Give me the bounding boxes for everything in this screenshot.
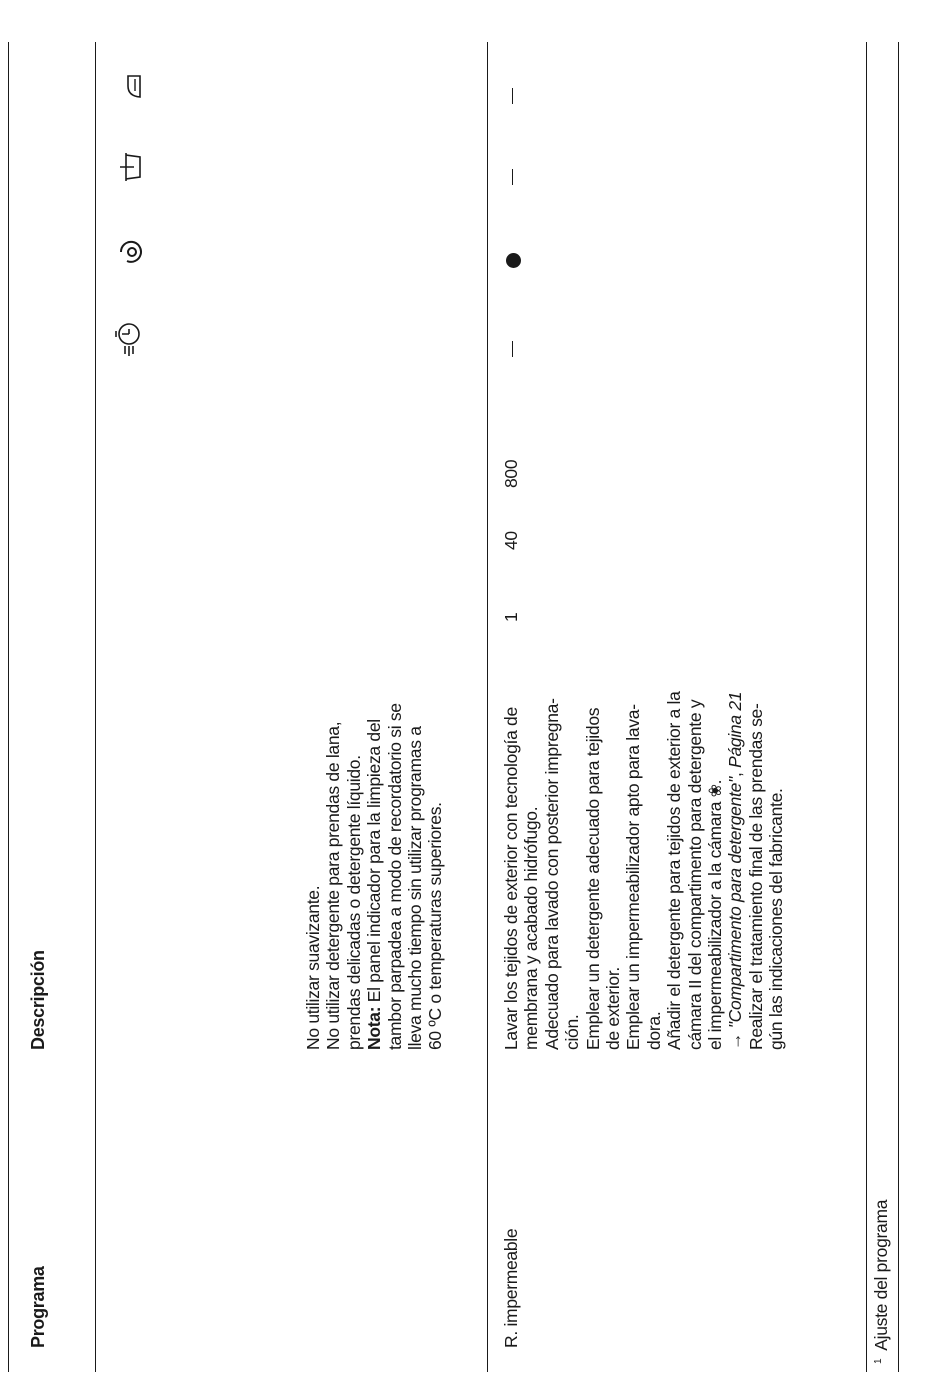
row-divider-rule [487,42,488,1372]
programa-header: Programa [28,1266,48,1348]
note-label: Nota: [364,1006,385,1050]
row1-line5: tambor parpadea a modo de recordatorio si se [384,703,405,1050]
cross-ref-sep: , [725,767,746,778]
row2-line10: cámara II del compartimento para detergente y [684,699,705,1050]
footnote-rule [898,42,899,1372]
footnote-marker: 1 [873,1358,884,1364]
footnote [871,1200,891,1364]
extra-rinse-icon [118,152,144,182]
note-text: El panel indicador para la limpieza del [364,719,385,1007]
spin-speed-icon [118,239,144,265]
row2-line1: Lavar los tejidos de exterior con tecnología de [501,707,521,1050]
time-saving-icon [112,317,146,357]
table-bottom-rule [866,42,867,1372]
iron-icon [122,72,144,100]
row2-line14: gún las indicaciones del fabricante. [766,788,787,1050]
row2-line11: el impermeabilizador a la cámara ❀. [705,779,726,1050]
row2-line7: Emplear un impermeabilizador apto para lava- [623,704,644,1050]
row2-line4: ción. [562,1014,583,1050]
load-value: 1 [501,612,521,622]
row1-line7: 60 ºC o temperaturas superiores. [425,802,446,1050]
row2-line13: Realizar el tratamiento final de las prendas se- [745,703,766,1050]
row1-line1: No utilizar suavizante. [303,885,323,1050]
row2-line8: dora. [643,1011,664,1050]
row1-line4 [364,703,384,1050]
cross-ref-arrow: → [725,1028,746,1050]
row2-line5: Emplear un detergente adecuado para tejidos [582,707,603,1050]
row1-description [303,703,446,1050]
row1-line2: No utilizar detergente para prendas de lana, [323,721,344,1050]
row2-programa: R. impermeable [501,1228,521,1348]
cross-ref-page[interactable]: Página 21 [725,691,746,768]
row2-line12 [725,691,745,1050]
spin-option-value-dot [506,253,521,268]
header-bottom-rule [95,42,96,1372]
row2-line3: Adecuado para lavado con posterior impregna- [541,698,562,1050]
cross-ref-title[interactable]: "Compartimento para detergente" [725,777,746,1029]
row2-line2: membrana y acabado hidrófugo. [521,806,542,1050]
row2-line9: Añadir el detergente para tejidos de exterior a la [664,691,685,1050]
row2-line6: de exterior. [603,967,624,1050]
spin-value: 800 [501,459,521,488]
temperature-value: 40 [501,531,521,550]
table-top-rule [8,42,9,1372]
iron-value-dash [512,88,513,104]
row1-line3: prendas delicadas o detergente líquido. [343,755,364,1050]
footnote-text: Ajuste del programa [871,1199,891,1351]
descripcion-header: Descripción [28,950,48,1050]
time-saving-value-dash [512,341,513,357]
extra-rinse-value-dash [512,169,513,185]
row2-description [501,691,787,1050]
row1-line6: lleva mucho tiempo sin utilizar programas a [405,726,426,1050]
